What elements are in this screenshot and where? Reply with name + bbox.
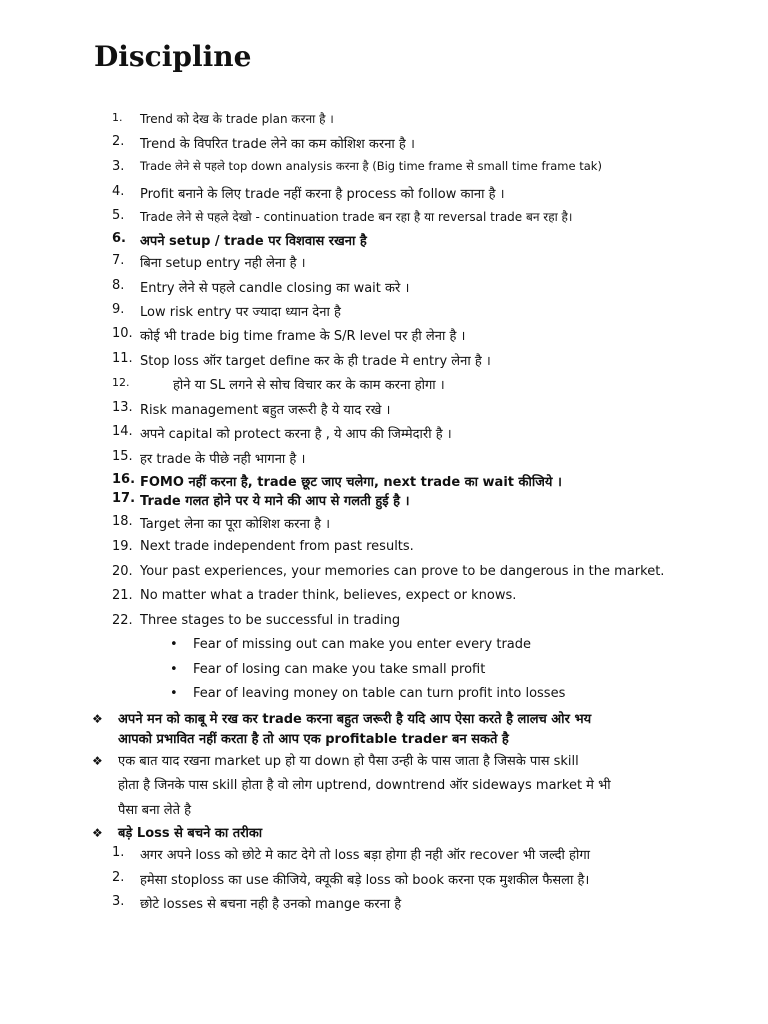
diamond-bullet-icon: ❖ <box>92 712 103 726</box>
diamond-bullet-icon: ❖ <box>92 754 103 768</box>
diamond-bullet-icon: ❖ <box>92 826 103 840</box>
page-title: Discipline <box>94 40 252 73</box>
